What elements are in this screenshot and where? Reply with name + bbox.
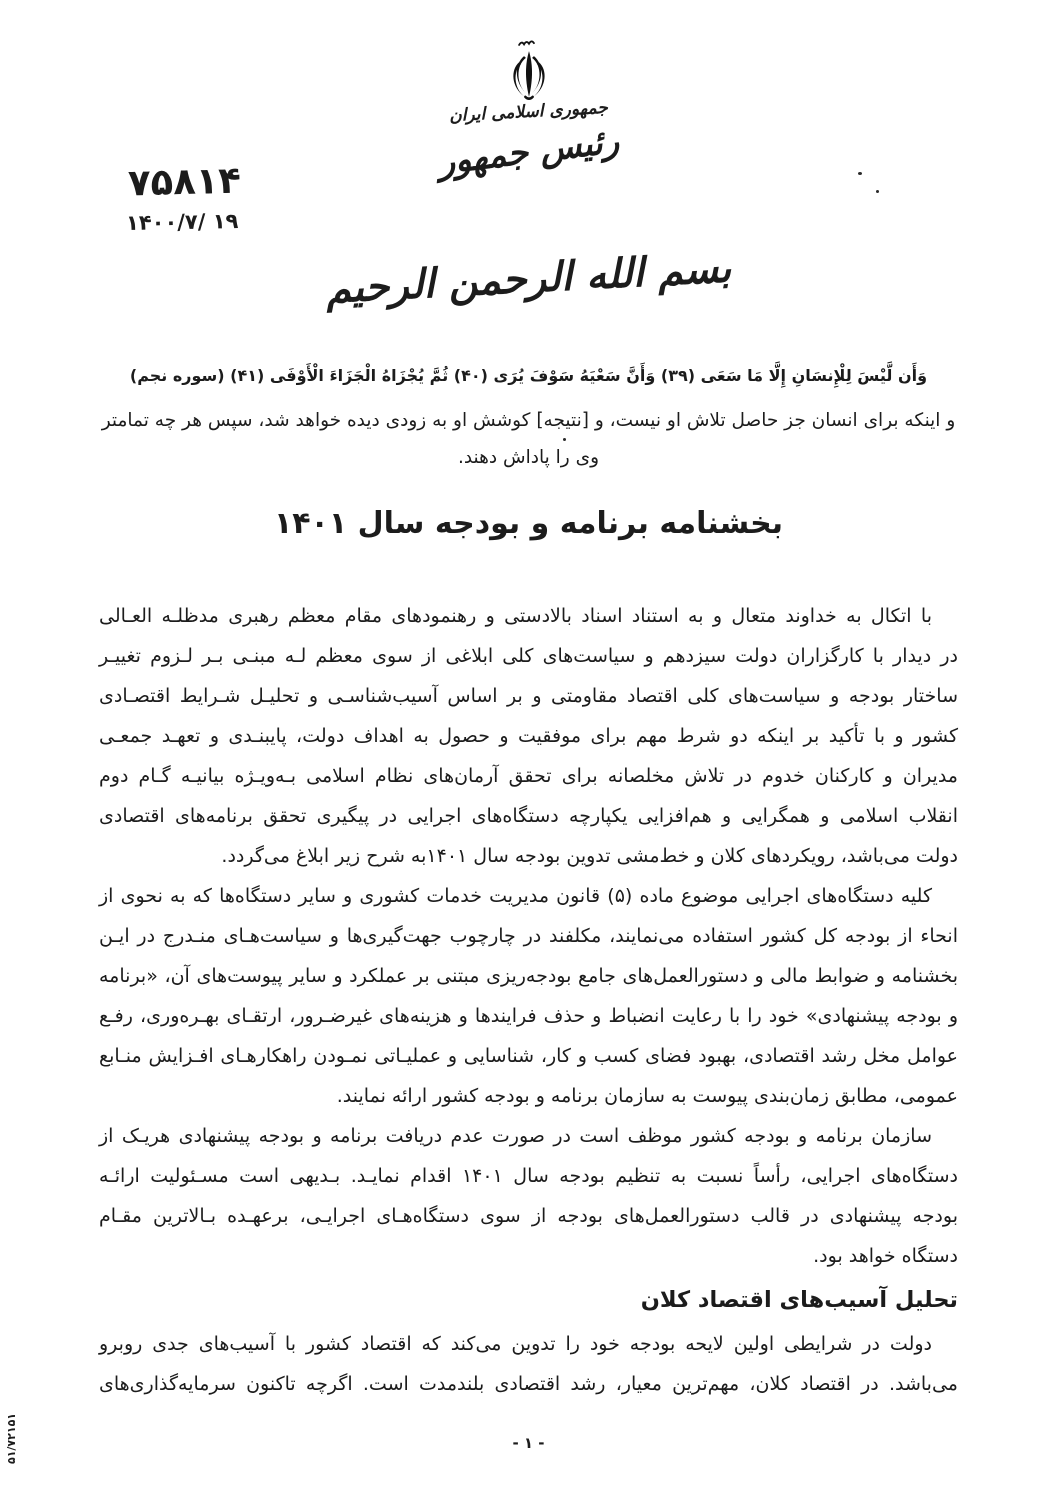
body-line: با اتکال به خداوند متعال و به استناد اسناد بالادستی و رهنمودهای مقام معظم رهبری مدظلـه العـالی	[99, 605, 932, 627]
body-line: دولت می‌باشد، رویکردهای کلان و خط‌مشی تدوین بودجه سال ۱۴۰۱به شرح زیر ابلاغ می‌گردد.	[221, 845, 958, 867]
body-line: بخشنامه و ضوابط مالی و دستورالعمل‌های جامع بودجه‌ریزی مبتنی بر عملکرد و سایر پیوست‌های آن، «برنامه	[99, 965, 958, 987]
quran-verse: وَأَن لَّيْسَ لِلْإِنسَانِ إِلَّا مَا سَعَى (۳۹) وَأَنَّ سَعْيَهُ سَوْفَ يُرَى (۴۰) ثُمَّ يُجْزَاهُ الْجَزَاءَ الْأَوْفَى (۴۱) (سوره نجم)	[129, 366, 928, 385]
verse-translation-line: وی را پاداش دهند.	[457, 447, 600, 468]
body-line: دستگاه خواهد بود.	[813, 1245, 958, 1267]
body-line: دستگاه‌های اجرایی، رأساً نسبت به تنظیم بودجه سال ۱۴۰۱ اقدام نمایـد. بـدیهی است مسـئولیت ارائـه	[99, 1165, 958, 1187]
scan-speck	[563, 438, 566, 441]
body-line: کلیه دستگاه‌های اجرایی موضوع ماده (۵) قانون مدیریت خدمات کشوری و سایر دستگاه‌ها که به نحوی از	[99, 885, 933, 907]
print-code: ۵۱/۷۲۱۵۱	[5, 1412, 19, 1465]
document-title: بخشنامه برنامه و بودجه سال ۱۴۰۱	[273, 506, 784, 541]
letterhead-country: جمهوری اسلامی ایران	[448, 97, 609, 127]
scan-speck	[858, 172, 862, 175]
body-line: دولت در شرایطی اولین لایحه بودجه خود را تدوین می‌کند که اقتصاد کشور با آسیب‌های جدی روبرو	[99, 1333, 932, 1355]
body-line: عوامل مخل رشد اقتصادی، بهبود فضای کسب و کار، شناسایی و عملیـاتی نمـودن راهکارهـای افـزایش منـابع	[99, 1045, 958, 1067]
verse-translation-line: و اینکه برای انسان جز حاصل تلاش او نیست، و [نتیجه] کوشش او به زودی دیده خواهد شد، سپس هر چه تمامتر	[101, 410, 956, 431]
verse-translation	[60, 402, 997, 476]
scan-speck	[876, 190, 879, 193]
body-line: سازمان برنامه و بودجه کشور موظف است در صورت عدم دریافت برنامه و بودجه پیشنهادی هریـک از	[99, 1125, 932, 1147]
reference-number: ۷۵۸۱۴	[127, 158, 242, 205]
bismillah-calligraphy: بسم الله الرحمن الرحیم	[324, 245, 733, 313]
section-heading: تحلیل آسیب‌های اقتصاد کلان	[640, 1287, 958, 1313]
body-line: بودجه پیشنهادی در قالب دستورالعمل‌های بودجه از سوی دستگاه‌هـای اجرایـی، برعهـده بـالاترین مقـام	[99, 1205, 958, 1227]
reference-date: ۱۴۰۰/۷/ ۱۹	[125, 209, 239, 235]
body-line: عمومی، مطابق زمان‌بندی پیوست به سازمان برنامه و بودجه کشور ارائه نمایند.	[336, 1085, 958, 1107]
body-line: کشور و با تأکید بر اینکه دو شرط مهم برای موفقیت و حصول به اهداف دولت، پایبنـدی و تعهـد جمعـی	[99, 725, 958, 747]
page-number: - ۱ -	[512, 1434, 545, 1452]
body-line: و بودجه پیشنهادی» خود را با رعایت انضباط و حذف فرایندها و هزینه‌های غیرضـرور، ارتقـای بهـره‌وری، رفـع	[99, 1005, 958, 1027]
body-line: انقلاب اسلامی و همگرایی و هم‌افزایی یکپارچه دستگاه‌های اجرایی در پیگیری تحقق برنامه‌های اقتصادی	[99, 805, 958, 827]
body-line: در دیدار با کارگزاران دولت سیزدهم و سیاست‌های کلی ابلاغی از سوی معظم لـه مبنـی بـر لـزوم تغییـر	[99, 645, 958, 667]
iran-national-emblem-icon	[496, 40, 562, 108]
body-line: ساختار بودجه و سیاست‌های کلی اقتصاد مقاومتی و بر اساس آسیب‌شناسـی و تحلیـل شـرایط اقتصـادی	[99, 685, 958, 707]
body-line: انحاء از بودجه کل کشور استفاده می‌نمایند، مکلفند در چارچوب جهت‌گیری‌ها و سیاست‌هـای منـدرج در ایـن	[99, 925, 958, 947]
document-body	[99, 596, 958, 1404]
body-line: می‌باشد. در اقتصاد کلان، مهم‌ترین معیار، رشد اقتصادی بلندمدت است. اگرچه تاکنون سرمایه‌گذاری‌های	[99, 1373, 958, 1395]
body-line: مدیران و کارکنان خدوم در تلاش مخلصانه برای تحقق آرمان‌های نظام اسلامی بـه‌ویـژه بیانیـه گـام دوم	[99, 765, 958, 787]
letterhead-office: رئیس جمهور	[435, 121, 622, 183]
